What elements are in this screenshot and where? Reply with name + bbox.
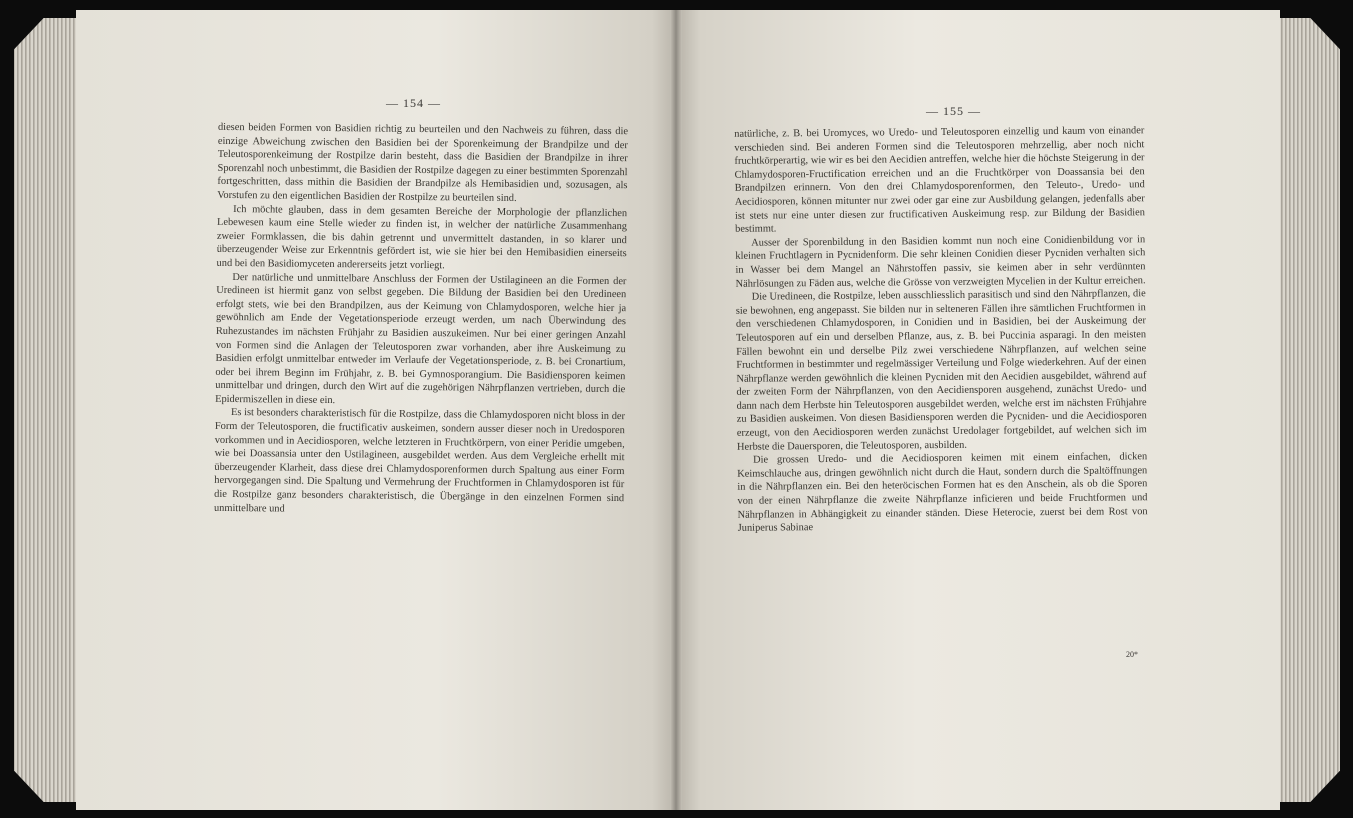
- paragraph: Es ist besonders charakteristisch für die Rostpilze, dass die Chlamydosporen nicht bloss in der Form der Teleutosporen, die fructificativ auskeimen, sondern ausser dieser noch in Uredosporen vorkommen und in Aecidiosporen, welche letzteren in Fruchtkörpern, von einer Peridie umgeben, wie bei Doassansia unter den Ustilagineen, ausgebildet werden. Aus dem Vergleiche erhellt mit überzeugender Klarheit, dass diese drei Chlamydosporenformen durch Spaltung aus einer Form hervorgegangen sind. Die Spaltung und Vermehrung der Fruchtformen in Chlamydosporen ist für die Rostpilze ganz besonders charakteristisch, die Übergänge in den einzelnen Formen sind unmittelbare und: [213, 407, 626, 515]
- right-page: [676, 10, 1280, 810]
- left-page-body: [214, 121, 628, 519]
- paragraph: natürliche, z. B. bei Uromyces, wo Uredo- und Teleutosporen einzellig und kaum von einander verschieden sind. Bei anderen Formen sind die Teleutosporen mehrzellig, aber noch nicht fruchtkörperartig, wie wir es bei den Aecidien antreffen, welche hier die höchste Steigerung in der Chlamydosporen-Fructification erreichen und an die Fruchtkörper von Doassansia bei den Brandpilzen erinnern. Von den drei Chlamydosporenformen, den Teleuto-, Uredo- und Aecidiosporen, können mitunter nur zwei oder gar eine zur Ausbildung gelangen, jedenfalls aber ist stets nur eine unter diesen zur fructificativen Auskeimung resp. zur Bildung der Basidien bestimmt.: [734, 125, 1146, 235]
- right-page-number: — 155 —: [926, 104, 981, 118]
- paragraph: diesen beiden Formen von Basidien richtig zu beurteilen und den Nachweis zu führen, dass die einzige Abweichung zwischen den Basidien bei der Sporenkeimung der Brandpilze und der Teleutosporenkeimung der Rostpilze darin besteht, dass die Basidien der Brandpilze in ihrer Sporenzahl noch unbestimmt, die Basidien der Rostpilze dagegen zu einer bestimmten Sporenzahl fortgeschritten, dass mithin die Basidien der Brandpilze als Hemibasidien und, sozusagen, als Vorstufen zu den eigentlichen Basidien der Rostpilze zu beurteilen sind.: [217, 121, 629, 204]
- paragraph: Ich möchte glauben, dass in dem gesamten Bereiche der Morphologie der pflanzlichen Lebewesen kaum eine Stelle wieder zu finden ist, in welcher der natürliche Zusammenhang zweier Formklassen, die bis dahin getrennt und unvermittelt dastanden, in so klarer und überzeugender Weise zur Erkenntnis gefördert ist, wie sie hier bei den Hemibasidien einerseits und bei den Basidiomyceten andererseits jetzt vorliegt.: [216, 203, 628, 272]
- left-page: [76, 10, 676, 810]
- paragraph: Die Uredineen, die Rostpilze, leben ausschliesslich parasitisch und sind den Nährpflanzen, die sie bewohnen, eng angepasst. Sie bilden nur in selteneren Fällen ihre sämtlichen Fruchtformen in den verschiedenen Chlamydosporen, in Conidien und in Basidien, bei der Auskeimung der Teleutosporen auf ein und derselben Pflanze, aus, z. B. bei Puccinia asparagi. In den meisten Fällen bewohnt ein und derselbe Pilz zwei verschiedene Nährpflanzen, auf welchen seine Fruchtformen in bestimmter und regelmässiger Verteilung und Folge wiederkehren. Auf der einen Nährpflanze werden gewöhnlich die kleinen Pycniden mit den Aecidien ausgebildet, während auf der zweiten Form der Nährpflanzen, von den Aecidiensporen ausgehend, zunächst Uredo- und dann nach dem Herbste hin Teleutosporen ausgebildet werden, welche erst im nächsten Frühjahre zu Basidien auskeimen. Von diesen Basidiensporen werden die Pycniden- und die Aecidiosporen erzeugt, von den Aecidiosporen werden zunächst Uredolager fortgebildet, auf welchen sich im Herbste die Dauersporen, die Teleutosporen, ausbilden.: [735, 288, 1147, 453]
- open-book: [14, 10, 1340, 810]
- left-page-number: — 154 —: [386, 96, 441, 110]
- book-gutter: [670, 10, 682, 810]
- paragraph: Die grossen Uredo- und die Aecidiosporen keimen mit einem einfachen, dicken Keimschlauche aus, dringen gewöhnlich nicht durch die Haut, sondern durch die Spaltöffnungen in die Nährpflanzen ein. Bei den heteröcischen Formen hat es den Anschein, als ob die Sporen von der einen Nährpflanze die zweite Nährpflanze inficieren und beide Fruchtformen und Nährpflanzen in Abhängigkeit zu einander ständen. Diese Heterocie, zuerst bei dem Rost von Juniperus Sabinae: [737, 451, 1148, 534]
- paragraph: Ausser der Sporenbildung in den Basidien kommt nun noch eine Conidienbildung vor in kleinen Fruchtlagern in Pycnidenform. Die sehr kleinen Conidien dieser Pycniden verhalten sich in Wasser bei dem Mangel an Nährstoffen passiv, sie keimen aber in sehr verdünnten Nährlösungen zu Fäden aus, welche die Grösse von verzweigten Mycelien in der Kultur erreichen.: [735, 233, 1146, 290]
- paragraph: Der natürliche und unmittelbare Anschluss der Formen der Ustilagineen an die Formen der Uredineen ist hiermit ganz von selbst gegeben. Die Bildung der Basidien bei den Uredineen erfolgt stets, wie bei den Brandpilzen, aus der Keimung von Chlamydosporen, welche hier ja gewöhnlich am Ende der Vegetationsperiode erzeugt werden, um nach Überwindung des Ruhezustandes im nächsten Frühjahr zu Basidien auszukeimen. Nur bei einer geringen Anzahl von Formen sind die Anlagen der Teleutosporen zwar vorhanden, aber ihre Auskeimung zu Basidien erfolgt unmittelbar entweder im Verlaufe der Vegetationsperiode, z. B. bei Cronartium, oder bei ihrem Beginn im Frühjahr, z. B. bei Gymnosporangium. Die Basidiensporen keimen unmittelbar und dringen, durch den Wirt auf die zugehörigen Nährpflanzen vertrieben, durch die Epidermiszellen in diese ein.: [215, 271, 627, 406]
- right-page-body: [734, 124, 1148, 535]
- signature-mark: 20*: [1126, 650, 1138, 659]
